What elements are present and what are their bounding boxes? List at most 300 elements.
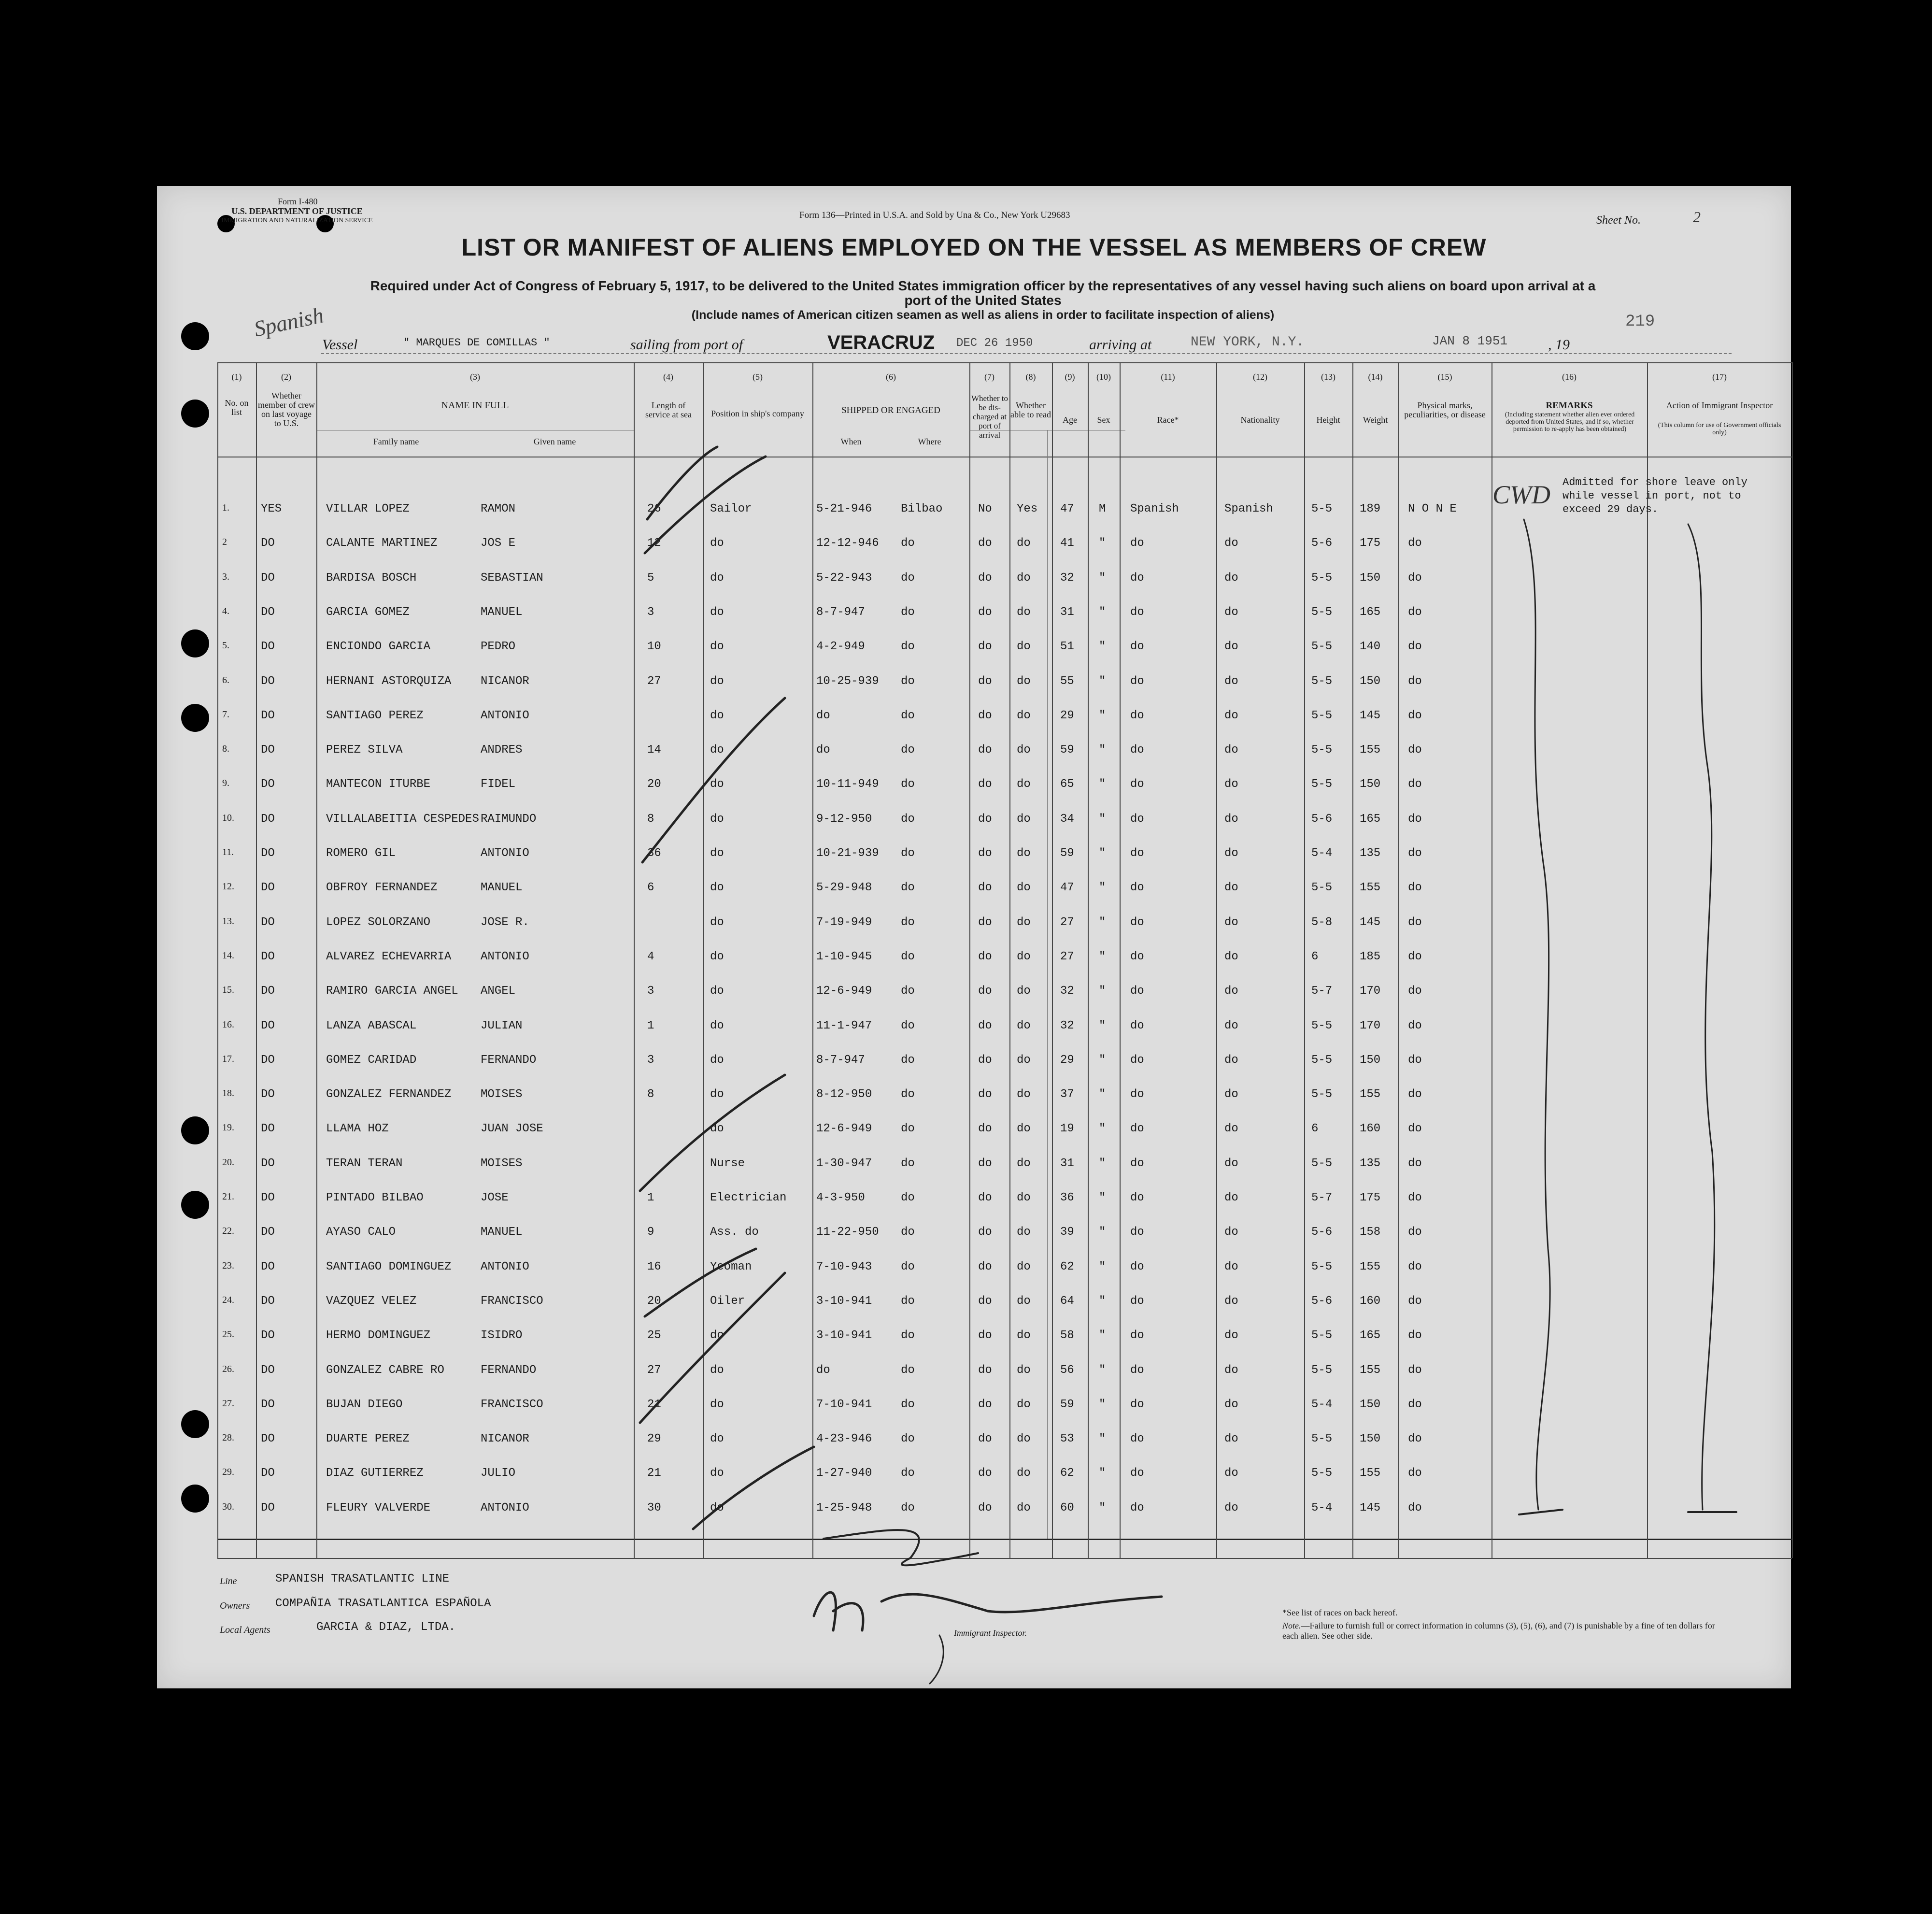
cell-height: 5-5 (1311, 1088, 1333, 1101)
cell-no: 17. (222, 1053, 234, 1064)
cell-where: do (901, 640, 915, 654)
cell-when: 11-22-950 (816, 1226, 879, 1239)
cell-disch: do (978, 1157, 992, 1170)
cell-given: ANTONIO (481, 709, 529, 722)
cell-where: do (901, 1363, 915, 1377)
cell-crew: DO (261, 1088, 275, 1101)
cell-position: Nurse (710, 1157, 745, 1170)
cell-age: 62 (1060, 1260, 1074, 1273)
cell-weight: 150 (1360, 1053, 1381, 1067)
cell-nat: do (1224, 985, 1238, 998)
cell-age: 51 (1060, 640, 1074, 654)
col-num: (9) (1065, 372, 1075, 382)
col-num: (12) (1253, 372, 1267, 382)
cell-crew: DO (261, 1260, 275, 1273)
cell-when: 5-21-946 (816, 502, 872, 515)
cell-position: do (710, 674, 724, 688)
header-family-name: Family name (373, 437, 419, 446)
cell-sex: " (1099, 915, 1106, 929)
cell-disch: do (978, 640, 992, 654)
required-line: port of the United States (904, 293, 1062, 308)
cell-position: do (710, 640, 724, 654)
cell-family: SANTIAGO DOMINGUEZ (326, 1260, 452, 1273)
cell-age: 29 (1060, 709, 1074, 722)
cell-weight: 160 (1360, 1122, 1381, 1136)
cell-family: BARDISA BOSCH (326, 571, 417, 585)
cell-family: AYASO CALO (326, 1226, 396, 1239)
cell-height: 5-5 (1311, 1053, 1333, 1067)
cell-race: do (1130, 1226, 1144, 1239)
cell-crew: DO (261, 950, 275, 963)
cell-crew: DO (261, 709, 275, 722)
cell-given: JULIAN (481, 1019, 523, 1032)
cell-marks: do (1408, 1501, 1422, 1514)
cell-race: do (1130, 950, 1144, 963)
departure-port: VERACRUZ (827, 332, 935, 353)
cell-nat: do (1224, 1398, 1238, 1411)
footer-line-label: Line (220, 1576, 237, 1586)
cell-weight: 170 (1360, 985, 1381, 998)
cell-crew: DO (261, 881, 275, 895)
cell-no: 25. (222, 1329, 234, 1340)
col-num: (6) (886, 372, 896, 382)
cell-when: 1-30-947 (816, 1157, 872, 1170)
cell-family: PEREZ SILVA (326, 743, 403, 757)
cell-nat: do (1224, 1260, 1238, 1273)
sheet-number: 2 (1693, 208, 1701, 226)
cell-given: JOS E (481, 537, 516, 550)
cell-age: 32 (1060, 571, 1074, 585)
header-shipped-engaged: SHIPPED OR ENGAGED (841, 405, 940, 415)
cell-when: 10-25-939 (816, 674, 879, 688)
cell-given: MANUEL (481, 1226, 523, 1239)
cell-sex: " (1099, 1122, 1106, 1136)
col-num: (7) (984, 372, 994, 382)
header-able-to-read: Whether able to read (1010, 400, 1051, 419)
cell-position: do (710, 812, 724, 826)
cell-nat: do (1224, 881, 1238, 895)
cell-weight: 155 (1360, 1467, 1381, 1480)
cell-where: do (901, 1157, 915, 1170)
cell-marks: do (1408, 1329, 1422, 1343)
cell-marks: do (1408, 1019, 1422, 1032)
cell-position: do (710, 1329, 724, 1343)
cell-disch: do (978, 1398, 992, 1411)
cell-read: do (1017, 881, 1031, 895)
cell-disch: do (978, 605, 992, 619)
cell-when: do (816, 1363, 830, 1377)
header-inspector-action: Action of Immigrant Inspector (1666, 400, 1773, 410)
cell-disch: do (978, 881, 992, 895)
cell-when: 5-22-943 (816, 571, 872, 585)
cell-service: 27 (647, 674, 661, 688)
cell-position: Electrician (710, 1191, 787, 1204)
cell-weight: 189 (1360, 502, 1381, 515)
cell-given: RAMON (481, 502, 516, 515)
cell-where: do (901, 1294, 915, 1308)
cell-crew: DO (261, 640, 275, 654)
footer-owners-label: Owners (220, 1600, 250, 1611)
header-weight: Weight (1363, 415, 1388, 425)
cell-read: do (1017, 847, 1031, 860)
cell-sex: " (1099, 1053, 1106, 1067)
cell-weight: 150 (1360, 571, 1381, 585)
cell-position: do (710, 881, 724, 895)
cell-given: SEBASTIAN (481, 571, 543, 585)
cell-no: 27. (222, 1398, 234, 1409)
cell-read: do (1017, 1122, 1031, 1136)
cell-where: do (901, 847, 915, 860)
cell-given: ANGEL (481, 985, 516, 998)
cell-family: LOPEZ SOLORZANO (326, 915, 431, 929)
cell-position: Ass. do (710, 1226, 759, 1239)
cell-read: do (1017, 1053, 1031, 1067)
cell-nat: do (1224, 1122, 1238, 1136)
cell-when: 7-10-943 (816, 1260, 872, 1273)
cell-race: do (1130, 1088, 1144, 1101)
cell-where: do (901, 605, 915, 619)
cell-given: PEDRO (481, 640, 516, 654)
cell-marks: do (1408, 1260, 1422, 1273)
cell-read: do (1017, 915, 1031, 929)
cell-race: do (1130, 1329, 1144, 1343)
col-num: (2) (281, 372, 291, 382)
cell-position: do (710, 537, 724, 550)
cell-age: 59 (1060, 847, 1074, 860)
cell-disch: do (978, 1088, 992, 1101)
cell-marks: do (1408, 1088, 1422, 1101)
cell-nat: do (1224, 1157, 1238, 1170)
cell-where: do (901, 709, 915, 722)
cell-where: do (901, 1226, 915, 1239)
cell-given: MOISES (481, 1157, 523, 1170)
cell-sex: " (1099, 1157, 1106, 1170)
cell-height: 5-8 (1311, 915, 1333, 929)
cell-nat: do (1224, 950, 1238, 963)
required-line: Required under Act of Congress of February 5, 1917, to be delivered to the United States immigration officer by the representatives of any vessel having such aliens on board upon arrival at a (370, 278, 1596, 293)
cell-no: 9. (222, 778, 229, 789)
cell-marks: do (1408, 605, 1422, 619)
vessel-label: Vessel (322, 337, 358, 353)
cell-crew: DO (261, 1329, 275, 1343)
cell-crew: DO (261, 1398, 275, 1411)
cell-nat: do (1224, 847, 1238, 860)
cell-height: 5-5 (1311, 1467, 1333, 1480)
cell-read: do (1017, 537, 1031, 550)
cell-weight: 155 (1360, 1088, 1381, 1101)
cell-read: do (1017, 1329, 1031, 1343)
header-crew-last-voyage: Whether member of crew on last voyage to U.S. (258, 391, 315, 428)
cell-when: 5-29-948 (816, 881, 872, 895)
cell-given: ANTONIO (481, 950, 529, 963)
cell-race: do (1130, 1467, 1144, 1480)
cell-family: PINTADO BILBAO (326, 1191, 424, 1204)
cell-disch: do (978, 1260, 992, 1273)
handwriting-overlay (157, 186, 1791, 1688)
cell-weight: 185 (1360, 950, 1381, 963)
cell-service: 3 (647, 605, 654, 619)
cell-crew: DO (261, 985, 275, 998)
cell-service: 4 (647, 950, 654, 963)
cell-sex: " (1099, 1501, 1106, 1514)
cell-no: 30. (222, 1501, 234, 1512)
cell-disch: do (978, 709, 992, 722)
cell-family: CALANTE MARTINEZ (326, 537, 438, 550)
races-note: *See list of races on back hereof. (1282, 1608, 1398, 1617)
cell-race: do (1130, 709, 1144, 722)
cell-no: 20. (222, 1157, 234, 1168)
footer-agents-label: Local Agents (220, 1625, 270, 1635)
sailing-label: sailing from port of (630, 337, 743, 353)
col-num: (11) (1161, 372, 1175, 382)
cell-age: 32 (1060, 1019, 1074, 1032)
col-num: (14) (1368, 372, 1383, 382)
cell-where: do (901, 1191, 915, 1204)
cell-disch: do (978, 1053, 992, 1067)
cell-age: 62 (1060, 1467, 1074, 1480)
col-num: (16) (1562, 372, 1577, 382)
cell-marks: do (1408, 743, 1422, 757)
cell-family: BUJAN DIEGO (326, 1398, 403, 1411)
cell-race: do (1130, 1294, 1144, 1308)
cell-race: do (1130, 812, 1144, 826)
remarks-note: Admitted for shore leave only while vessel in port, not to exceed 29 days. (1563, 476, 1747, 515)
cell-race: do (1130, 1157, 1144, 1170)
cell-family: SANTIAGO PEREZ (326, 709, 424, 722)
arriving-label: arriving at (1089, 337, 1152, 353)
cell-weight: 165 (1360, 605, 1381, 619)
cell-no: 14. (222, 950, 234, 961)
cell-when: 8-12-950 (816, 1088, 872, 1101)
cell-marks: do (1408, 985, 1422, 998)
cell-sex: " (1099, 1329, 1106, 1343)
cell-service: 21 (647, 1398, 661, 1411)
cell-no: 6. (222, 674, 229, 686)
cell-family: TERAN TERAN (326, 1157, 403, 1170)
cell-weight: 135 (1360, 1157, 1381, 1170)
cell-position: do (710, 985, 724, 998)
cell-race: do (1130, 778, 1144, 791)
cell-where: do (901, 743, 915, 757)
cell-sex: " (1099, 985, 1106, 998)
cell-when: 12-12-946 (816, 537, 879, 550)
cell-age: 32 (1060, 985, 1074, 998)
cell-marks: do (1408, 1398, 1422, 1411)
note-text: —Failure to furnish full or correct information in columns (3), (5), (6), and (7) is punishable by a fine of ten dollars for each alien. See other side. (1282, 1621, 1715, 1641)
cell-service: 29 (647, 1432, 661, 1446)
cell-race: do (1130, 1398, 1144, 1411)
cell-family: LLAMA HOZ (326, 1122, 389, 1136)
cell-where: do (901, 674, 915, 688)
cell-nat: do (1224, 1329, 1238, 1343)
remarks-initials: CWD (1492, 480, 1550, 509)
cell-given: FIDEL (481, 778, 516, 791)
cell-disch: do (978, 915, 992, 929)
col-border (1792, 362, 1793, 1558)
cell-race: do (1130, 743, 1144, 757)
cell-when: 3-10-941 (816, 1329, 872, 1343)
header-name-in-full: NAME IN FULL (441, 400, 509, 411)
cell-position: do (710, 1088, 724, 1101)
cell-age: 53 (1060, 1432, 1074, 1446)
cell-when: 1-27-940 (816, 1467, 872, 1480)
col-num: (3) (470, 372, 480, 382)
header-nationality: Nationality (1240, 415, 1280, 425)
cell-no: 3. (222, 571, 229, 582)
cell-service: 1 (647, 1191, 654, 1204)
cell-marks: do (1408, 1294, 1422, 1308)
cell-where: do (901, 1053, 915, 1067)
cell-position: do (710, 1363, 724, 1377)
cell-age: 36 (1060, 1191, 1074, 1204)
cell-crew: DO (261, 605, 275, 619)
cell-read: do (1017, 709, 1031, 722)
cell-sex: " (1099, 1191, 1106, 1204)
cell-where: do (901, 985, 915, 998)
cell-age: 31 (1060, 1157, 1074, 1170)
cell-service: 8 (647, 812, 654, 826)
cell-marks: do (1408, 640, 1422, 654)
cell-given: JULIO (481, 1467, 516, 1480)
cell-nat: do (1224, 1432, 1238, 1446)
cell-weight: 145 (1360, 1501, 1381, 1514)
header-where: Where (918, 437, 941, 446)
cell-height: 5-5 (1311, 1157, 1333, 1170)
cell-weight: 175 (1360, 1191, 1381, 1204)
cell-given: JOSE R. (481, 915, 529, 929)
cell-disch: do (978, 674, 992, 688)
cell-sex: " (1099, 1467, 1106, 1480)
cell-read: do (1017, 1260, 1031, 1273)
header-remarks: REMARKS (1546, 400, 1593, 411)
cell-read: do (1017, 640, 1031, 654)
header-when: When (840, 437, 862, 446)
cell-no: 21. (222, 1191, 234, 1202)
cell-when: 4-3-950 (816, 1191, 865, 1204)
cell-disch: do (978, 1467, 992, 1480)
cell-crew: DO (261, 1226, 275, 1239)
cell-sex: " (1099, 812, 1106, 826)
cell-height: 5-5 (1311, 640, 1333, 654)
cell-service: 3 (647, 1053, 654, 1067)
cell-read: do (1017, 743, 1031, 757)
cell-family: GOMEZ CARIDAD (326, 1053, 417, 1067)
cell-crew: DO (261, 1191, 275, 1204)
cell-height: 5-5 (1311, 1432, 1333, 1446)
footer-agents-value: GARCIA & DIAZ, LTDA. (316, 1621, 456, 1634)
cell-crew: DO (261, 571, 275, 585)
cell-given: MANUEL (481, 881, 523, 895)
cell-height: 5-5 (1311, 1363, 1333, 1377)
cell-nat: do (1224, 1294, 1238, 1308)
cell-marks: do (1408, 571, 1422, 585)
cell-weight: 160 (1360, 1294, 1381, 1308)
printer-note: Form 136—Printed in U.S.A. and Sold by Una & Co., New York U29683 (799, 210, 1070, 220)
cell-given: MANUEL (481, 605, 523, 619)
cell-position: do (710, 847, 724, 860)
cell-nat: do (1224, 1191, 1238, 1204)
cell-service: 9 (647, 1226, 654, 1239)
cell-when: 12-6-949 (816, 1122, 872, 1136)
cell-nat: do (1224, 1467, 1238, 1480)
cell-no: 5. (222, 640, 229, 651)
cell-position: do (710, 605, 724, 619)
cell-race: do (1130, 1122, 1144, 1136)
cell-when: 12-6-949 (816, 985, 872, 998)
cell-service: 26 (647, 502, 661, 515)
cell-position: Oiler (710, 1294, 745, 1308)
cell-sex: " (1099, 950, 1106, 963)
cell-read: do (1017, 1088, 1031, 1101)
cell-position: do (710, 915, 724, 929)
cell-service: 12 (647, 537, 661, 550)
department: U.S. DEPARTMENT OF JUSTICE (231, 206, 363, 216)
cell-crew: DO (261, 1294, 275, 1308)
col-num: (8) (1025, 372, 1036, 382)
cell-when: 1-10-945 (816, 950, 872, 963)
cell-when: 10-21-939 (816, 847, 879, 860)
cell-weight: 150 (1360, 1432, 1381, 1446)
cell-race: do (1130, 1501, 1144, 1514)
stamp-number: 219 (1625, 313, 1655, 331)
cell-service: 36 (647, 847, 661, 860)
cell-position: do (710, 709, 724, 722)
required-line: (Include names of American citizen seamen as well as aliens in order to facilitate inspection of aliens) (691, 308, 1275, 322)
cell-crew: DO (261, 1053, 275, 1067)
cell-service: 20 (647, 1294, 661, 1308)
cell-where: do (901, 1432, 915, 1446)
cell-sex: " (1099, 778, 1106, 791)
cell-family: GARCIA GOMEZ (326, 605, 410, 619)
cell-no: 29. (222, 1467, 234, 1478)
cell-read: do (1017, 1226, 1031, 1239)
sheet-label: Sheet No. (1596, 214, 1641, 227)
cell-nat: do (1224, 674, 1238, 688)
vessel-name: " MARQUES DE COMILLAS " (403, 337, 550, 349)
cell-crew: DO (261, 537, 275, 550)
cell-age: 59 (1060, 1398, 1074, 1411)
cell-disch: do (978, 1329, 992, 1343)
cell-race: do (1130, 640, 1144, 654)
cell-marks: do (1408, 1363, 1422, 1377)
cell-read: do (1017, 1467, 1031, 1480)
cell-when: 7-19-949 (816, 915, 872, 929)
col-num: (10) (1096, 372, 1111, 382)
cell-weight: 155 (1360, 1363, 1381, 1377)
cell-marks: do (1408, 674, 1422, 688)
cell-sex: " (1099, 537, 1106, 550)
cell-height: 5-5 (1311, 674, 1333, 688)
cell-race: Spanish (1130, 502, 1179, 515)
cell-crew: YES (261, 502, 282, 515)
cell-sex: " (1099, 674, 1106, 688)
cell-age: 19 (1060, 1122, 1074, 1136)
cell-disch: do (978, 1191, 992, 1204)
col-num: (13) (1321, 372, 1335, 382)
cell-no: 16. (222, 1019, 234, 1030)
cell-family: HERMO DOMINGUEZ (326, 1329, 431, 1343)
cell-crew: DO (261, 674, 275, 688)
header-age: Age (1063, 415, 1077, 425)
cell-service: 20 (647, 778, 661, 791)
col-num: (1) (231, 372, 242, 382)
cell-no: 7. (222, 709, 229, 720)
cell-when: 4-23-946 (816, 1432, 872, 1446)
cell-age: 58 (1060, 1329, 1074, 1343)
cell-sex: " (1099, 743, 1106, 757)
cell-service: 21 (647, 1467, 661, 1480)
cell-crew: DO (261, 1432, 275, 1446)
